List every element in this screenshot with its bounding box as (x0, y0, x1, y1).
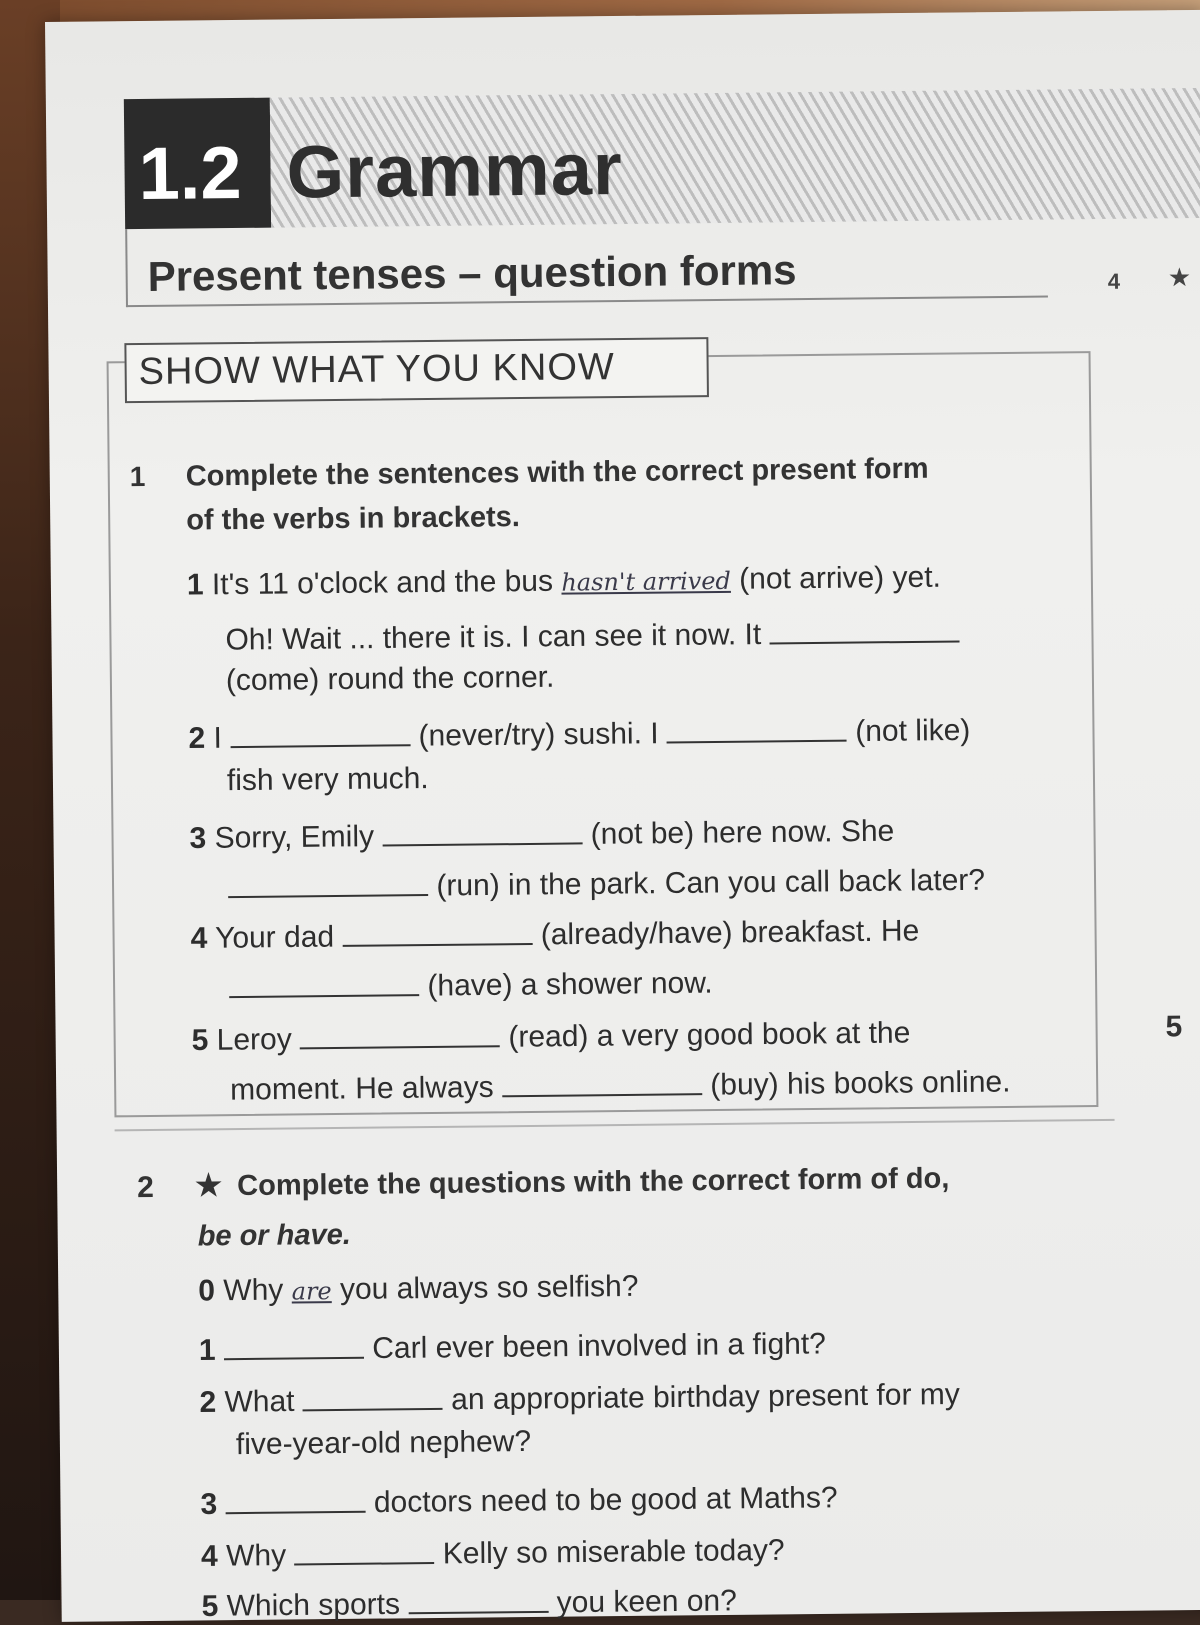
item-text: you keen on? (556, 1584, 738, 1620)
answer-blank[interactable] (230, 712, 410, 747)
answer-blank[interactable] (225, 1479, 365, 1514)
exercise-1-score: 5 (1165, 1010, 1183, 1044)
lesson-number: 1.2 (138, 130, 242, 216)
exercise-1-item-5-line2 (230, 1058, 1011, 1108)
item-number: 4 (200, 1539, 218, 1573)
item-text: Carl ever been involved in a fight? (372, 1327, 827, 1366)
item-text: (already/have) breakfast. He (540, 914, 920, 952)
exercise-1-item-1-line3: (come) round the corner. (225, 660, 555, 698)
item-text: Sorry, Emily (214, 820, 375, 855)
exercise-1-item-3-line1 (189, 807, 894, 856)
answer-blank[interactable] (228, 862, 428, 898)
item-text: (run) in the park. Can you call back later? (436, 863, 986, 903)
exercise-1-instruction-line1: Complete the sentences with the correct present form (185, 452, 929, 493)
show-what-you-know-label: SHOW WHAT YOU KNOW (138, 346, 615, 394)
item-number: 1 (198, 1333, 216, 1367)
item-text: (buy) his books online. (710, 1065, 1011, 1102)
answer-blank[interactable] (300, 1013, 500, 1049)
item-number: 2 (188, 721, 206, 756)
item-text: (have) a shower now. (427, 966, 713, 1003)
item-text: Why (223, 1273, 284, 1308)
item-text: (not arrive) yet. (738, 560, 942, 596)
item-text: (not be) here now. She (590, 814, 895, 851)
item-text: Which sports (226, 1587, 401, 1623)
exercise-2-item-1 (199, 1320, 826, 1368)
exercise-1-item-4-line1 (190, 907, 919, 956)
item-text: Oh! Wait ... there it is. I can see it now. It (225, 618, 762, 657)
answer-blank[interactable] (294, 1530, 434, 1565)
exercise-2-item-3 (200, 1474, 837, 1522)
item-text: Kelly so miserable today? (442, 1533, 785, 1571)
item-number: 5 (201, 1589, 219, 1623)
exercise-2-instruction-line2: be or have. (197, 1218, 352, 1253)
answer-blank[interactable] (408, 1579, 548, 1614)
item-text: moment. He always (230, 1070, 494, 1107)
answer-blank[interactable] (303, 1376, 443, 1411)
exercise-1-item-2-line2: fish very much. (226, 762, 429, 798)
answer-blank[interactable] (229, 962, 419, 997)
item-text: It's 11 o'clock and the bus (211, 564, 554, 602)
item-number: 0 (198, 1274, 216, 1308)
item-number: 2 (199, 1385, 217, 1419)
section-title: Grammar (286, 126, 624, 214)
item-text: Why (225, 1539, 287, 1573)
exercise-2-item-0 (198, 1270, 639, 1309)
section-divider (115, 1119, 1115, 1131)
answer-blank[interactable] (382, 810, 582, 846)
exercise-1-item-5-line1 (191, 1009, 910, 1058)
answer-blank[interactable] (769, 608, 959, 643)
exercise-2-instruction-line1: Complete the questions with the correct form of do, (237, 1162, 950, 1203)
item-text: What (224, 1384, 295, 1419)
exercise-1-item-3-line2 (228, 856, 985, 905)
item-number: 5 (191, 1023, 209, 1058)
answer-blank[interactable] (342, 911, 532, 946)
exercise-2-item-2-line1 (199, 1370, 960, 1419)
lesson-subtitle: Present tenses – question forms (147, 246, 797, 300)
margin-star-icon: ★ (1167, 262, 1192, 293)
item-text: Leroy (216, 1022, 292, 1057)
item-text: I (213, 721, 223, 755)
item-number: 3 (189, 821, 207, 856)
item-text: Your dad (214, 920, 335, 955)
exercise-2-item-4 (201, 1526, 785, 1574)
handwritten-answer: hasn't arrived (561, 566, 731, 597)
item-text: (not like) (855, 713, 971, 749)
exercise-1-item-2-line1 (188, 706, 970, 756)
exercise-1-item-1-line2 (225, 608, 960, 657)
exercise-2-item-2-line2: five-year-old nephew? (235, 1424, 532, 1462)
answer-blank[interactable] (224, 1325, 364, 1360)
item-number: 4 (190, 921, 208, 956)
item-text: an appropriate birthday present for my (451, 1377, 960, 1417)
exercise-2-number: 2 (137, 1170, 155, 1205)
item-text: doctors need to be good at Maths? (373, 1481, 838, 1520)
answer-blank[interactable] (667, 708, 847, 743)
item-text: you always so selfish? (339, 1269, 639, 1306)
margin-exercise-number: 4 (1107, 268, 1121, 294)
item-number: 3 (200, 1487, 218, 1521)
exercise-1-instruction-line2: of the verbs in brackets. (186, 501, 521, 537)
star-icon: ★ (195, 1169, 223, 1203)
item-text: (read) a very good book at the (508, 1016, 911, 1054)
exercise-1-number: 1 (129, 460, 146, 493)
item-text: (never/try) sushi. I (418, 717, 659, 753)
item-number: 1 (186, 568, 204, 602)
exercise-1-item-4-line2 (229, 959, 713, 1006)
handwritten-answer: are (291, 1277, 332, 1306)
exercise-2-item-5 (201, 1577, 737, 1624)
answer-blank[interactable] (502, 1061, 702, 1097)
worksheet-page (45, 10, 1200, 1622)
